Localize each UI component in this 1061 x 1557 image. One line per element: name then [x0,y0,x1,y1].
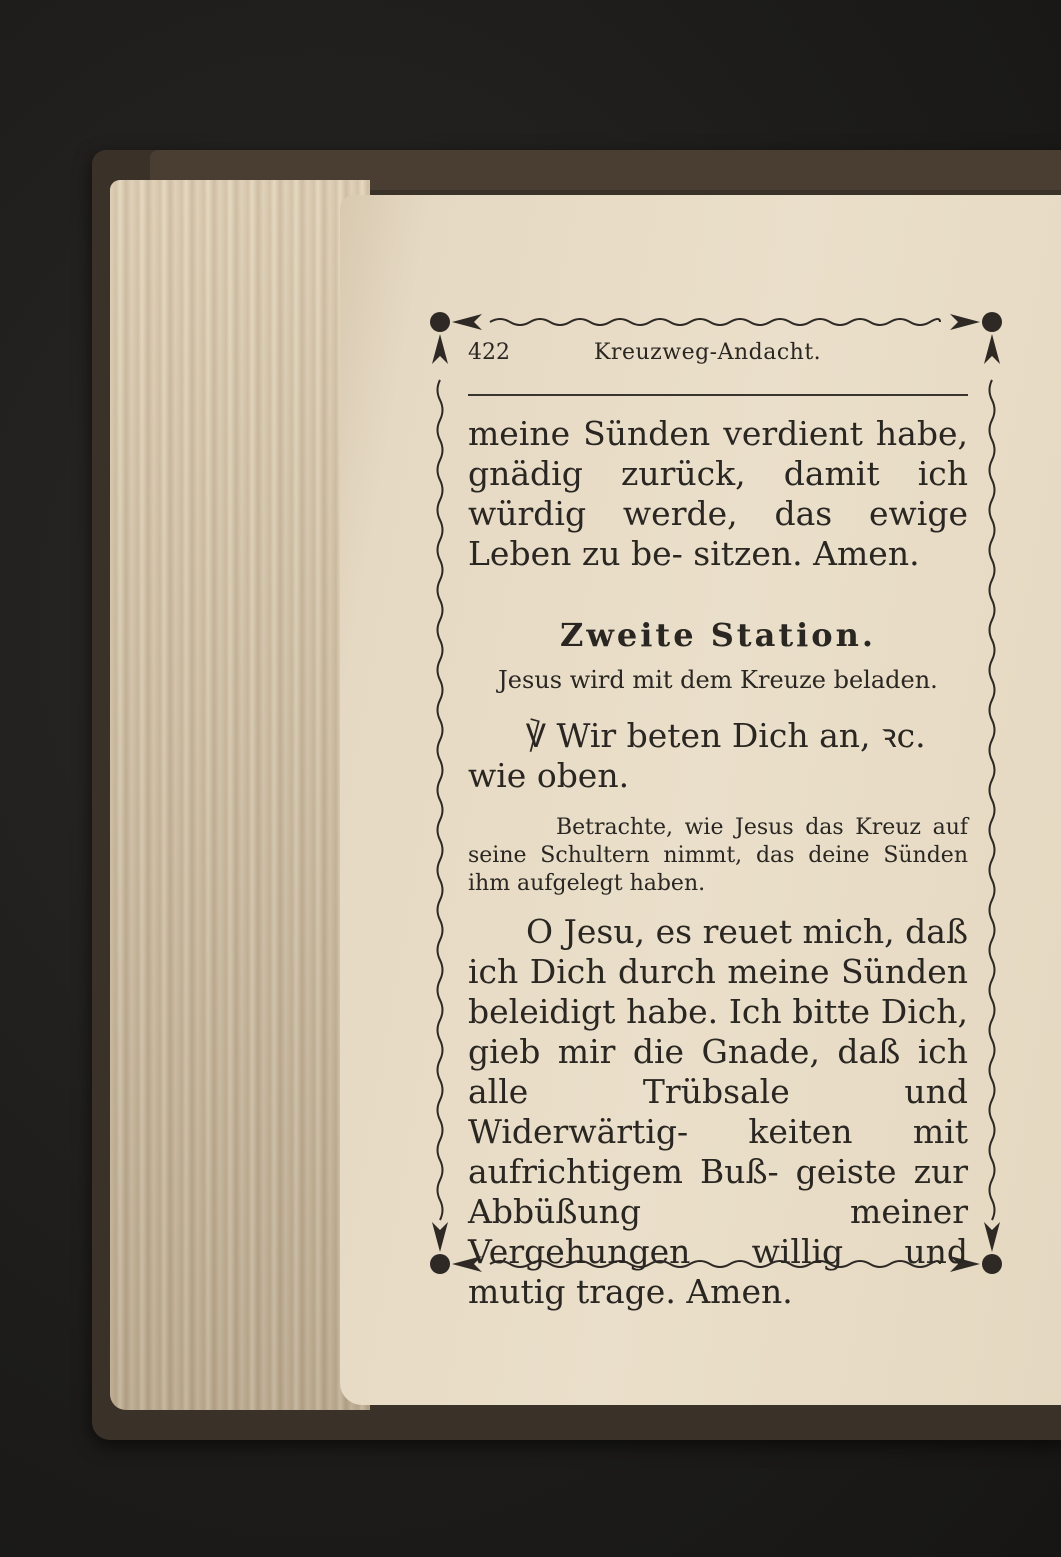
header-rule [468,394,968,396]
station-subtitle: Jesus wird mit dem Kreuze beladen. [498,666,938,694]
page-header [468,340,968,380]
station-title: Zweite Station. [559,616,876,654]
page-edges [110,180,370,1410]
page-content [468,340,968,1312]
meditation-paragraph: Betrachte, wie Jesus das Kreuz auf seine Schultern nimmt, das deine Sünden ihm aufgelegt haben. [468,815,968,896]
page-number: 422 [468,340,510,365]
prayer-paragraph: O Jesu, es reuet mich, daß ich Dich durch meine Sünden beleidigt habe. Ich bitte Dich, gieb mir die Gnade, daß ich alle Trübsale und Widerwärtig- keiten mit aufrichtigem Buß- geiste zur Abbüßung meiner Vergehungen willig und mutig trage. Amen. [468,912,968,1311]
running-head: Kreuzweg-Andacht. [594,340,822,365]
continuation-paragraph: meine Sünden verdient habe, gnädig zurück, damit ich würdig werde, das ewige Leben zu be- sitzen. Amen. [468,414,968,573]
versicle: ℣ Wir beten Dich an, ꝛc. wie oben. [468,716,926,795]
